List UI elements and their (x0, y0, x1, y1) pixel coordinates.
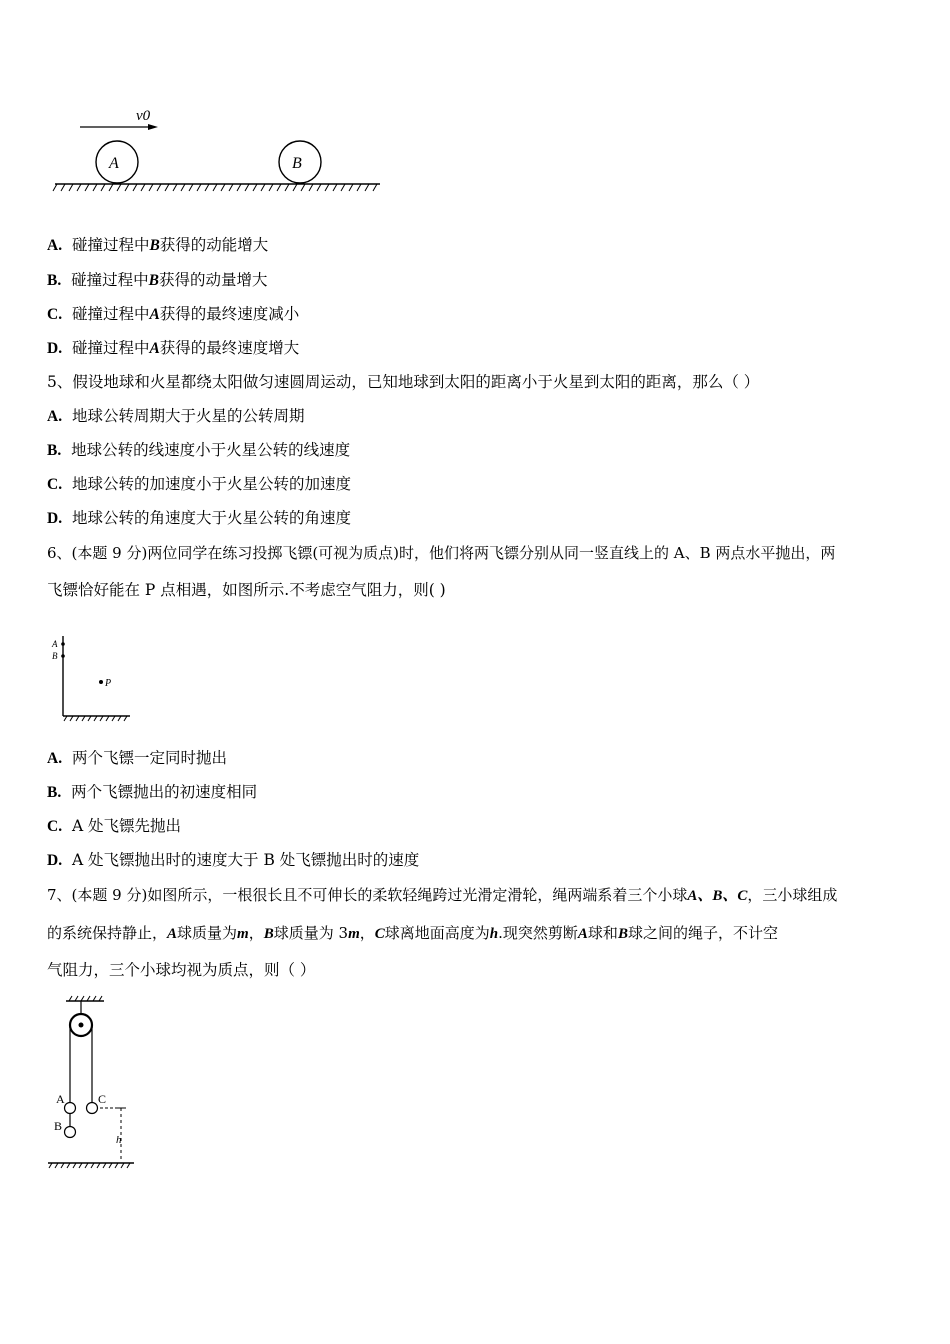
q6-option-b: B. 两个飞镖抛出的初速度相同 (47, 783, 258, 801)
pulley-figure (44, 993, 144, 1173)
q6-stem-line1: 6、(本题 9 分)两位同学在练习投掷飞镖(可视为质点)时，他们将两飞镖分别从同一竖直线上的 A、B 两点水平抛出，两 (47, 544, 836, 562)
q7-stem-line2: 的系统保持静止，A球质量为m，B球质量为 3m，C球离地面高度为h.现突然剪断A球和B球之间的绳子，不计空 (47, 924, 778, 942)
point-a-label: A (52, 639, 58, 649)
q5-option-b: B. 地球公转的线速度小于火星公转的线速度 (47, 441, 351, 459)
q7-stem-line1: 7、(本题 9 分)如图所示，一根很长且不可伸长的柔软轻绳跨过光滑定滑轮，绳两端系着三个小球A、B、C，三小球组成 (47, 886, 838, 904)
q4-option-d: D. 碰撞过程中A获得的最终速度增大 (47, 339, 300, 357)
ground-hatch (53, 184, 377, 191)
ball-a-label: A (56, 1092, 65, 1106)
ball-c (87, 1103, 98, 1114)
q5-option-c: C. 地球公转的加速度小于火星公转的加速度 (47, 475, 351, 493)
q6-stem-line2: 飞镖恰好能在 P 点相遇，如图所示.不考虑空气阻力，则( ) (47, 581, 446, 599)
q6-option-d: D. A 处飞镖抛出时的速度大于 B 处飞镖抛出时的速度 (47, 851, 420, 869)
ball-c-label: C (98, 1092, 107, 1106)
q4-option-b: B. 碰撞过程中B获得的动量增大 (47, 271, 268, 289)
velocity-label: v0 (136, 108, 151, 124)
point-p-label: P (105, 678, 112, 689)
ball-b-label: B (54, 1119, 63, 1133)
point-b-label: B (52, 651, 58, 661)
ball-a-label: A (109, 155, 119, 172)
q6-option-c: C. A 处飞镖先抛出 (47, 817, 182, 835)
ball-a (65, 1103, 76, 1114)
q5-option-d: D. 地球公转的角速度大于火星公转的角速度 (47, 509, 351, 527)
q4-option-c: C. 碰撞过程中A获得的最终速度减小 (47, 305, 300, 323)
q5-option-a: A. 地球公转周期大于火星的公转周期 (47, 407, 305, 425)
q7-stem-line3: 气阻力，三个小球均视为质点，则（ ） (47, 961, 316, 979)
q6-option-a: A. 两个飞镖一定同时抛出 (47, 749, 227, 767)
dart-figure (45, 628, 145, 728)
q4-option-a: A. 碰撞过程中B获得的动能增大 (47, 236, 269, 254)
ball-b (65, 1127, 76, 1138)
ball-b-label: B (292, 155, 302, 172)
q5-stem: 5、假设地球和火星都绕太阳做匀速圆周运动，已知地球到太阳的距离小于火星到太阳的距离，那么（ ） (47, 373, 760, 391)
collision-figure (50, 100, 390, 200)
height-label: h (116, 1134, 122, 1146)
